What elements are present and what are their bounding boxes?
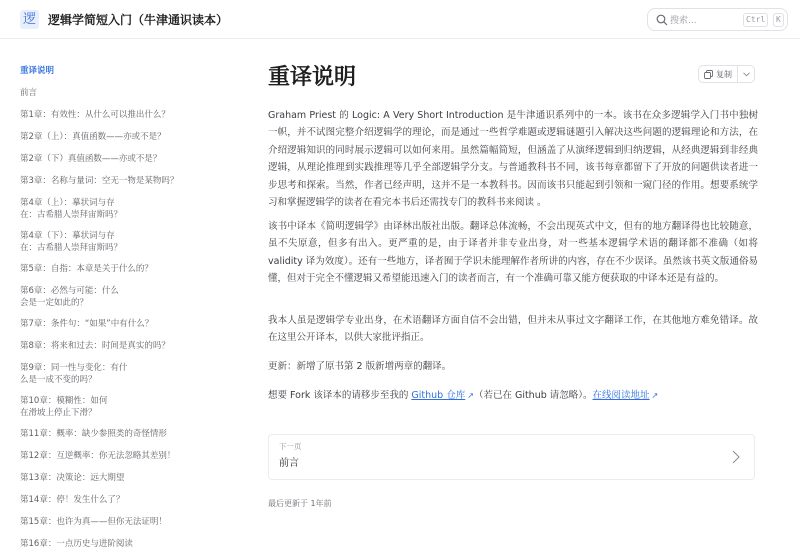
copy-icon [704,70,713,79]
sidebar-item-ch14[interactable]: 第14章：停！发生什么了？ [20,495,125,505]
site-logo[interactable]: 逻 [20,10,39,29]
page-title: 重译说明 [268,65,357,90]
external-link-icon: ↗ [651,391,659,400]
fork-text: 想要 Fork 该译本的请移步至我的 [268,390,412,401]
paragraph-fork [268,387,758,404]
sidebar-item-ch2b[interactable]: 第2章（下）真值函数——亦或不是？ [20,154,162,164]
paragraph-intro: Graham Priest 的 Logic: A Very Short Introduction 是牛津通识系列中的一本。该书在众多逻辑学入门书中独树一帜，并不试图完整介绍逻辑学的理论，而是通过一些哲学难题或逻辑谜题引入解决这些问题的逻辑理论和方法，在介绍逻辑知识的同时展示逻辑可以如何来用。虽然篇幅简短，但涵盖了从演绎逻辑到归纳逻辑，从经典逻辑到非经典逻辑，从理论推理到实践推理等几乎全部逻辑学分支。与普通教科书不同，该书每章都留下了开放的问题供读者进一步思考和探索。当然，作者已经声明，这并不是一本教科书。因而该书只能起到引领和一窥门径的作用。想要系统学习和掌握逻辑学的读者在看完本书后还需找专门的教科书来阅读 。 [268,110,758,209]
sidebar-item-ch11[interactable]: 第11章：概率：缺少参照类的奇怪情形 [20,429,167,439]
shortcut-k-key: K [773,13,784,27]
copy-page-group [698,65,755,83]
sidebar-item-ch5[interactable]: 第5章：自指：本章是关于什么的？ [20,264,153,274]
chevron-right-icon [732,450,740,464]
sidebar-item-ch6[interactable]: 第6章：必然与可能：什么会是一定如此的？ [20,286,119,308]
sidebar-item-ch4b[interactable]: 第4章（下）：摹状词与存在：古希腊人崇拜宙斯吗？ [20,231,123,253]
sidebar-item-ch3[interactable]: 第3章：名称与量词：空无一物是某物吗？ [20,176,179,186]
next-page-card[interactable] [268,434,755,480]
paragraph-update: 更新：新增了原书第 2 版新增两章的翻译。 [268,361,452,372]
copy-label: 复制 [716,69,732,79]
paragraph-translation: 该书中译本《简明逻辑学》由译林出版社出版。翻译总体流畅，不会出现英式中文，但有的地方翻译得也比较随意，虽不失原意，但多有出入。更严重的是，由于译者并非专业出身，对一些基本逻辑学术语的翻译都不准确（如将 validity 译为效度）。还有一些地方，译者囿于学识未能理解作者所讲的内容，存在不少误译。虽然该书英文版通俗易懂，但对于完全不懂逻辑又希望能迅速入门的读者而言，有一个准确可靠又能方便获取的中译本还是有益的。 [268,221,758,285]
sidebar-item-preface[interactable]: 前言 [20,88,38,98]
sidebar-item-ch10[interactable]: 第10章：模糊性：如何在滑坡上停止下滑？ [20,396,108,418]
sidebar-item-ch15[interactable]: 第15章：也许为真——但你无法证明！ [20,517,167,527]
sidebar-nav [0,40,240,559]
top-nav-bar [0,0,800,39]
sidebar-item-ch9[interactable]: 第9章：同一性与变化：有什么是一成不变的吗？ [20,363,128,385]
sidebar-item-ch12[interactable]: 第12章：互逆概率：你无法忽略其差别！ [20,451,176,461]
chevron-down-icon [743,72,750,77]
sidebar-item-translation-notes[interactable]: 重译说明 [20,66,55,76]
next-page-title: 前言 [279,458,299,469]
sidebar-item-ch13[interactable]: 第13章：决策论：远大期望 [20,473,125,483]
sidebar-item-ch8[interactable]: 第8章：将来和过去：时间是真实的吗？ [20,341,170,351]
copy-button[interactable] [699,66,738,82]
paragraph-author-note: 我本人虽是逻辑学专业出身，在术语翻译方面自信不会出错，但并未从事过文字翻译工作，在其他地方难免错译。故在这里公开译本，以供大家批评指正。 [268,315,758,344]
copy-options-dropdown[interactable] [738,66,754,82]
search-icon [656,14,668,26]
online-reading-link[interactable]: 在线阅读地址 [592,390,650,401]
sidebar-item-ch1[interactable]: 第1章：有效性：从什么可以推出什么？ [20,110,170,120]
site-title[interactable]: 逻辑学简短入门（牛津通识读本） [48,13,229,27]
github-repo-link[interactable]: Github 仓库 [411,390,466,401]
shortcut-ctrl-key: Ctrl [743,13,768,27]
search-placeholder: 搜索... [670,16,697,26]
sidebar-item-ch16[interactable]: 第16章：一点历史与进阶阅读 [20,539,133,549]
next-page-label: 下一页 [279,442,302,451]
last-updated: 最后更新于 1年前 [268,499,332,508]
external-link-icon: ↗ [467,391,474,400]
sidebar-item-ch7[interactable]: 第7章：条件句：“如果”中有什么？ [20,319,154,329]
search-button[interactable] [647,8,788,31]
fork-text-middle: （若已在 Github 请忽略）。 [473,390,593,401]
sidebar-item-ch2a[interactable]: 第2章（上）：真值函数——亦或不是？ [20,132,166,142]
sidebar-item-ch4a[interactable]: 第4章（上）：摹状词与存在：古希腊人崇拜宙斯吗？ [20,198,123,220]
